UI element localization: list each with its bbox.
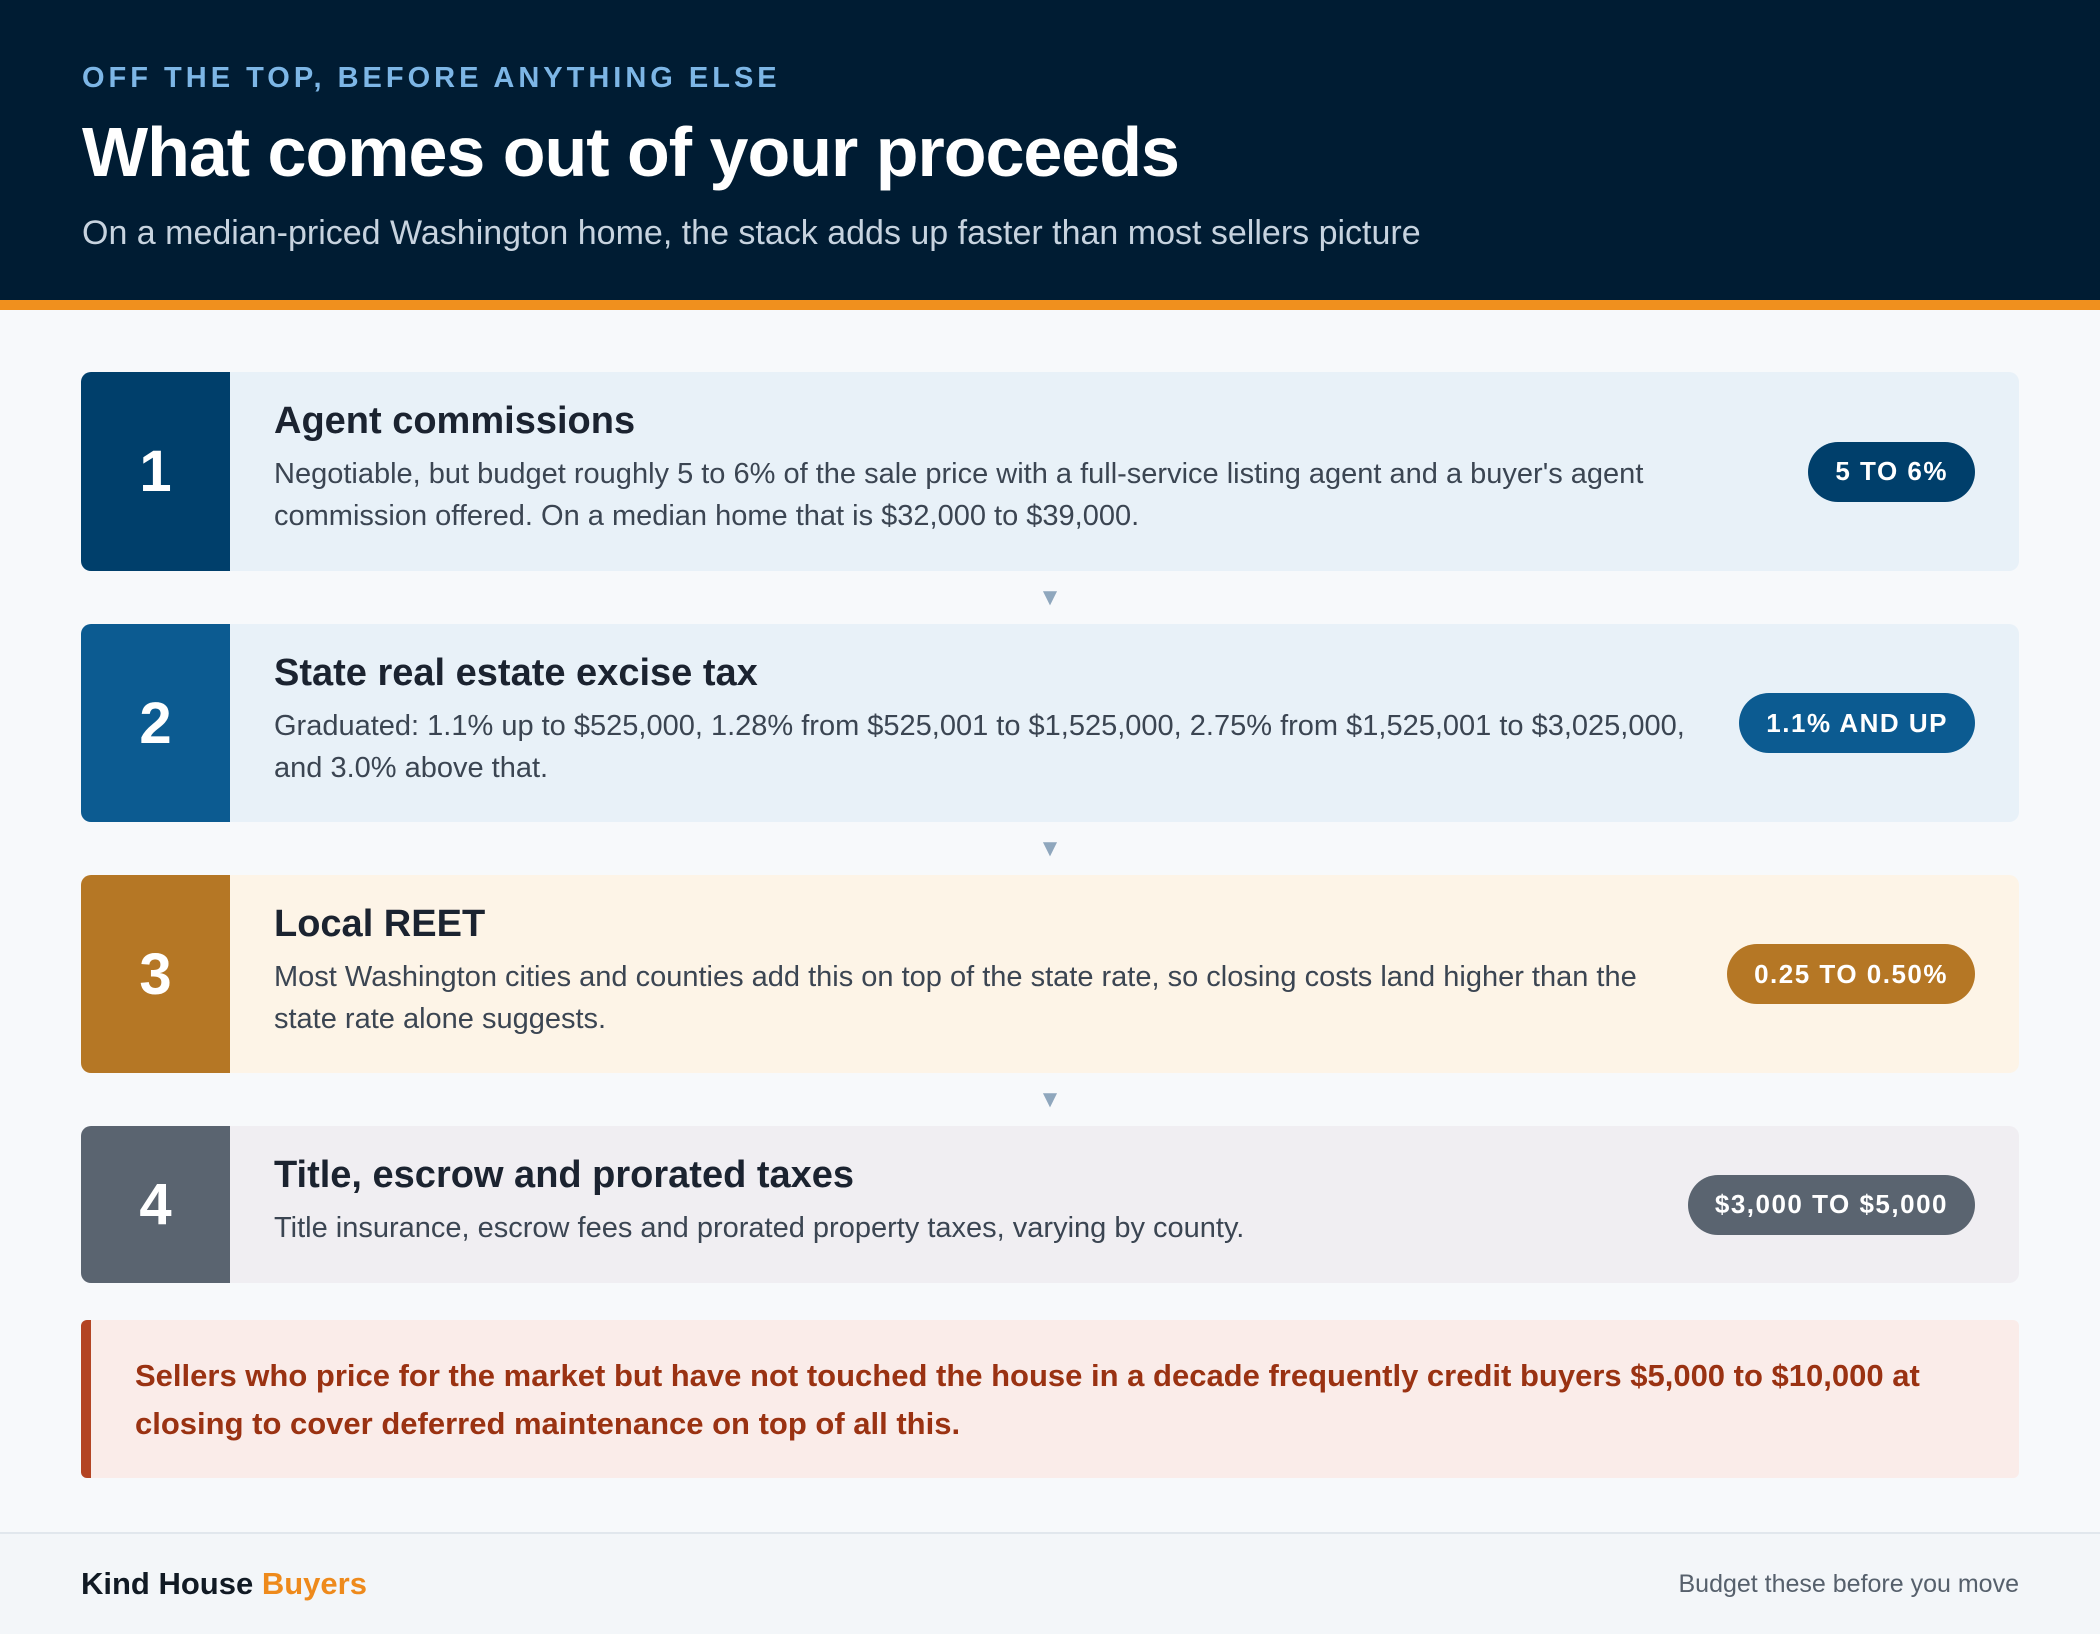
down-arrow-icon: ▼ [1038, 834, 1062, 862]
step-name: State real estate excise tax [274, 652, 758, 694]
step-badge: 0.25 TO 0.50% [1727, 944, 1975, 1004]
cost-steps-list [81, 372, 2019, 1283]
step-number: 4 [81, 1126, 230, 1283]
step-number: 3 [81, 875, 230, 1073]
step-name: Local REET [274, 903, 486, 945]
step-description: Most Washington cities and counties add this on top of the state rate, so closing costs land higher than the state rate alone suggests. [274, 961, 1637, 1035]
step-name: Agent commissions [274, 400, 636, 442]
page-subtitle: On a median-priced Washington home, the stack adds up faster than most sellers picture [82, 214, 1421, 252]
step-local-reet [81, 875, 2019, 1073]
step-number: 1 [81, 372, 230, 571]
maintenance-callout: Sellers who price for the market but have not touched the house in a decade frequently credit buyers $5,000 to $10,000 at closing to cover deferred maintenance on top of all this. [81, 1320, 2019, 1478]
footer-tagline: Budget these before you move [1678, 1570, 2019, 1598]
step-body [230, 372, 2019, 571]
step-name: Title, escrow and prorated taxes [274, 1154, 855, 1196]
step-description: Title insurance, escrow fees and prorated property taxes, varying by county. [274, 1212, 1245, 1244]
step-state-excise-tax [81, 624, 2019, 822]
down-arrow-icon: ▼ [1038, 583, 1062, 611]
step-title-escrow-taxes [81, 1126, 2019, 1283]
step-badge: 5 TO 6% [1808, 442, 1975, 502]
page-title: What comes out of your proceeds [82, 113, 1179, 191]
step-description: Negotiable, but budget roughly 5 to 6% of the sale price with a full-service listing agent and a buyer's agent commission offered. On a median home that is $32,000 to $39,000. [274, 458, 1644, 532]
brand-name: Kind House [81, 1566, 262, 1601]
step-description: Graduated: 1.1% up to $525,000, 1.28% from $525,001 to $1,525,000, 2.75% from $1,525,001 to $3,025,000, and 3.0% above that. [274, 710, 1685, 784]
footer [0, 1532, 2100, 1634]
step-badge: $3,000 TO $5,000 [1688, 1175, 1975, 1235]
header [0, 0, 2100, 300]
eyebrow: OFF THE TOP, BEFORE ANYTHING ELSE [82, 62, 781, 94]
down-arrow-icon: ▼ [1038, 1085, 1062, 1113]
brand-logo [81, 1566, 367, 1602]
brand-accent: Buyers [261, 1566, 367, 1601]
step-number: 2 [81, 624, 230, 822]
step-badge: 1.1% AND UP [1739, 693, 1975, 753]
step-agent-commissions [81, 372, 2019, 571]
